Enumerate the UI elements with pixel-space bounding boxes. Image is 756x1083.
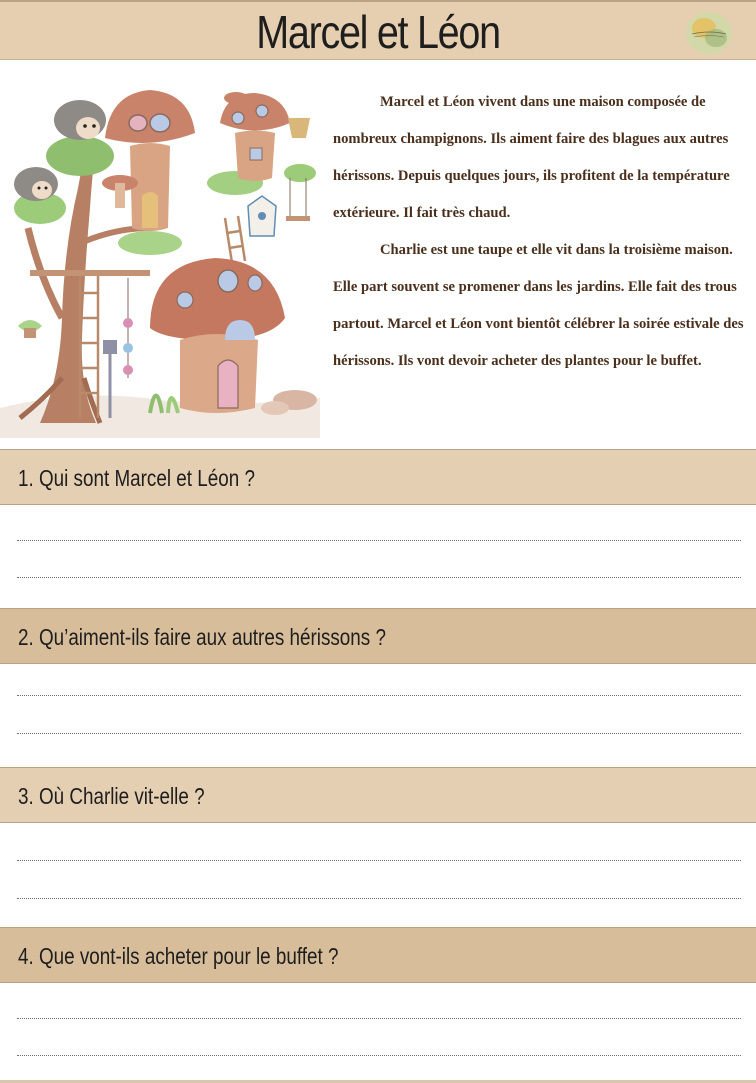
page-title: Marcel et Léon [256, 6, 500, 58]
mushroom-tree-houses-illustration [0, 78, 330, 438]
answer-line[interactable] [17, 695, 741, 696]
story-paragraph: Marcel et Léon vivent dans une maison composée de nombreux champignons. Ils aiment faire des blagues aux autres hérissons. Depuis quelques jours, ils profitent de la température extérieure. Il fait très chaud. [333, 94, 730, 221]
question-banner [0, 608, 756, 664]
question-banner [0, 767, 756, 823]
mushroom-brand-logo [684, 10, 734, 56]
answer-line[interactable] [17, 1018, 741, 1019]
question-text: 1. Qui sont Marcel et Léon ? [18, 465, 255, 491]
question-text: 4. Que vont-ils acheter pour le buffet ? [18, 943, 339, 969]
answer-line[interactable] [17, 898, 741, 899]
story-paragraph: Charlie est une taupe et elle vit dans la troisième maison. Elle part souvent se promener dans les jardins. Elle fait des trous partout. Marcel et Léon vont bientôt célébrer la soirée estivale des hérissons. Ils vont devoir acheter des plantes pour le buffet. [333, 242, 744, 369]
answer-line[interactable] [17, 577, 741, 578]
question-text: 2. Qu’aiment-ils faire aux autres hérissons ? [18, 624, 386, 650]
question-banner [0, 927, 756, 983]
title-banner [0, 0, 756, 60]
story-text [333, 84, 745, 380]
answer-line[interactable] [17, 733, 741, 734]
question-text: 3. Où Charlie vit-elle ? [18, 783, 205, 809]
question-banner [0, 449, 756, 505]
answer-line[interactable] [17, 860, 741, 861]
answer-line[interactable] [17, 1055, 741, 1056]
answer-line[interactable] [17, 540, 741, 541]
